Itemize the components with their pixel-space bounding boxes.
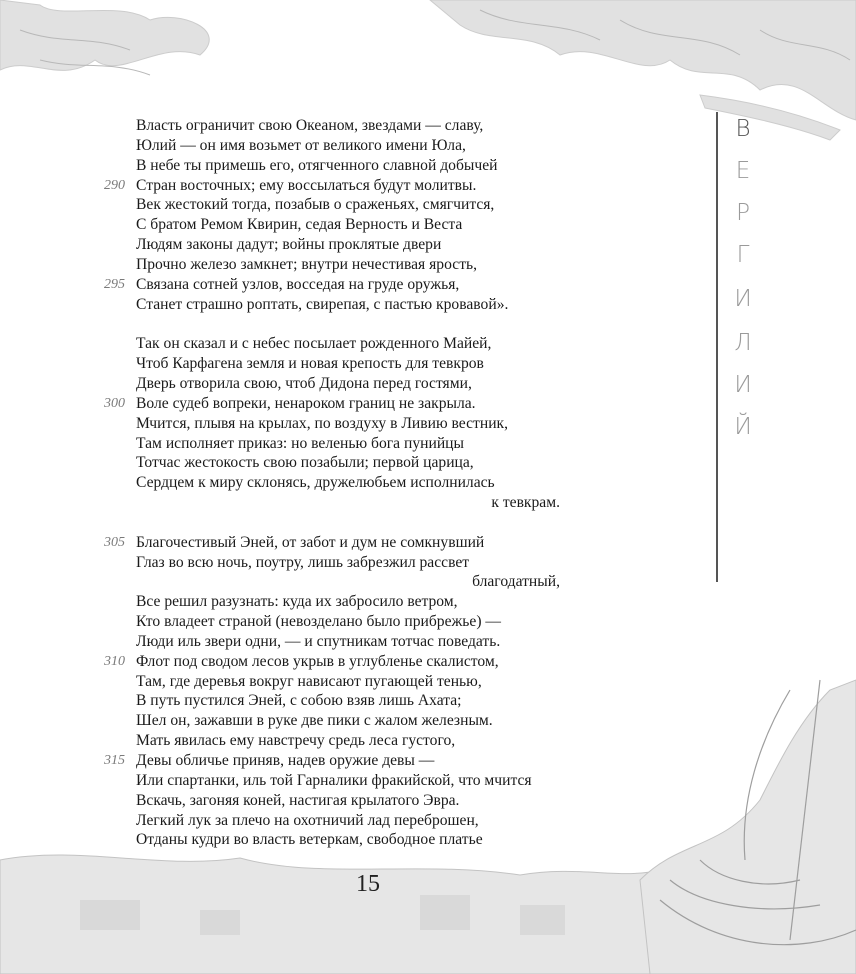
verse-line: 290 Стран восточных; ему воссылаться будут молитвы. [104,176,477,194]
verse-line: Все решил разузнать: куда их забросило ветром, [136,593,458,611]
verse-line: В небе ты примешь его, отягченного славной добычей [136,156,498,174]
verse-line: Юлий — он имя возьмет от великого имени Юла, [136,136,466,154]
verse-line: Там, где деревья вокруг нависают пугающей тенью, [136,672,482,690]
verse-line: Так он сказал и с небес посылает рожденного Майей, [136,335,492,353]
verse-line: Чтоб Карфагена земля и новая крепость для тевкров [136,355,484,373]
page-number: 15 [356,871,380,897]
vertical-rule [716,112,718,582]
title-letter: Л [734,330,752,356]
verse-line: Мать явилась ему навстречу средь леса густого, [136,732,456,750]
verse-line: Шел он, зажавши в руке две пики с жалом железным. [136,712,493,730]
verse-line: 305 Благочестивый Эней, от забот и дум не сомкнувший [104,533,485,551]
title-letter: В [735,116,751,142]
verse-line: Власть ограничит свою Океаном, звездами — славу, [136,117,484,134]
verse-line-continuation: к тевкрам. [491,494,560,512]
poem-text [104,116,584,850]
title-letter: Й [734,414,752,440]
verse-line: В путь пустился Эней, с собою взяв лишь Ахата; [136,692,462,710]
verse-line: Мчится, плывя на крылах, по воздуху в Ливию вестник, [136,414,509,432]
verse-line: Тотчас жестокость свою позабыли; первой царица, [136,454,474,472]
line-number: 300 [104,395,125,411]
title-letter: Р [736,200,750,226]
verse-line: Люди иль звери одни, — и спутникам тотчас поведать. [136,632,501,650]
verse-line: Сердцем к миру склонясь, дружелюбьем исполнилась [136,474,495,492]
verse-line: 300 Воле судеб вопреки, ненароком границ не закрыла. [104,394,476,412]
line-number: 295 [104,276,125,292]
verse-line: Отданы кудри во власть ветеркам, свободное платье [136,831,483,849]
verse-line: 315 Девы обличье приняв, надев оружие девы — [104,752,435,769]
verse-line-continuation: благодатный, [472,573,560,591]
stanza-gap [104,513,584,533]
line-number: 315 [104,753,125,768]
verse-line: Или спартанки, иль той Гарналики фракийской, что мчится [136,771,532,789]
stanza-gap [104,314,584,334]
title-letter: Е [735,158,751,184]
verse-line: 295 Связана сотней узлов, восседая на груде оружья, [104,275,460,293]
verse-line: Легкий лук за плечо на охотничий лад переброшен, [136,811,479,829]
verse-line: Людям законы дадут; войны проклятые двери [136,236,442,254]
verse-line: Дверь отворила свою, чтоб Дидона перед гостями, [136,374,472,392]
title-letter: Г [736,242,750,268]
verse-line: Кто владеет страной (невозделано было прибрежье) — [136,613,501,631]
verse-line: С братом Ремом Квирин, седая Верность и Веста [136,216,463,234]
line-number: 290 [104,177,125,193]
title-letter: И [734,372,752,398]
verse-line: Вскачь, загоняя коней, настигая крылатого Эвра. [136,791,460,809]
verse-line: Там исполняет приказ: но веленью бога пунийцы [136,434,464,452]
line-number: 310 [104,653,125,669]
verse-line: 310 Флот под сводом лесов укрыв в углубленье скалистом, [104,652,499,670]
running-title-vertical [716,112,766,582]
line-number: 305 [104,534,125,550]
verse-line: Глаз во всю ночь, поутру, лишь забрезжил рассвет [136,553,470,571]
title-letter: И [734,286,752,312]
verse-line: Век жестокий тогда, позабыв о сраженьях, смягчится, [136,196,495,214]
verse-line: Прочно железо замкнет; внутри нечестивая ярость, [136,255,478,273]
verse-line: Станет страшно роптать, свирепая, с пастью кровавой». [136,295,509,313]
